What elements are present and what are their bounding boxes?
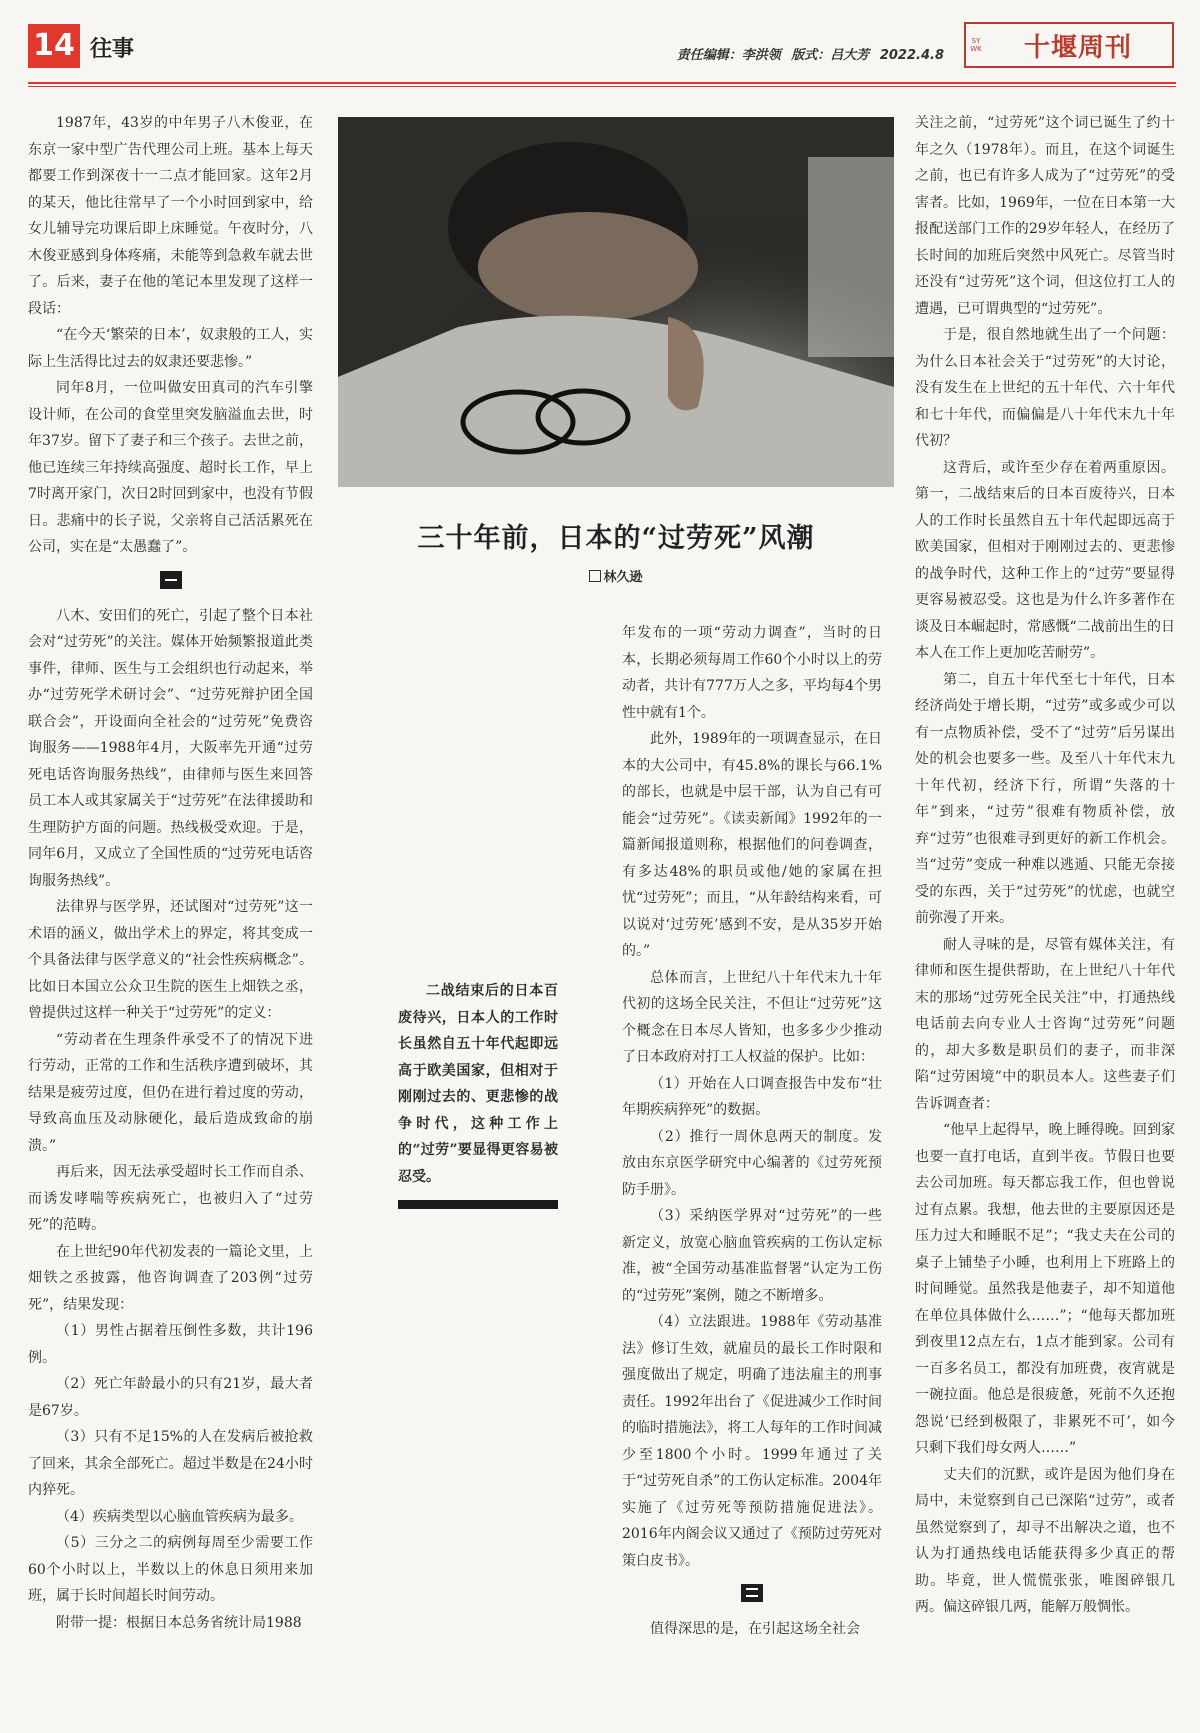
paragraph: 值得深思的是，在引起这场全社会 bbox=[650, 1621, 860, 1637]
article-photo bbox=[338, 117, 894, 487]
paragraph: 年发布的一项“劳动力调查”，当时的日本，长期必须每周工作60个小时以上的劳动者，共计有777万人之多，平均每4个男性中就有1个。 bbox=[622, 625, 882, 721]
column-4 bbox=[915, 110, 1175, 1621]
paragraph: 于是，很自然地就生出了一个问题：为什么日本社会关于“过劳死”的大讨论，没有发生在上世纪的五十年代、六十年代和七十年代，而偏偏是八十年代末九十年代初？ bbox=[915, 327, 1175, 449]
editor-credits bbox=[671, 44, 944, 63]
byline-box bbox=[589, 570, 601, 582]
paragraph: 1987年，43岁的中年男子八木俊亚，在东京一家中型广告代理公司上班。基本上每天都要工作到深夜十一二点才能回家。这年2月的某天，他比往常早了一个小时回到家中，给女儿辅导完功课后即上床睡觉。午夜时分，八木俊亚感到身体疼痛，未能等到急救车就去世了。后来，妻子在他的笔记本里发现了这样一段话： bbox=[28, 115, 313, 317]
section-marker-one bbox=[160, 571, 182, 589]
pull-quote: 二战结束后的日本百废待兴，日本人的工作时长虽然自五十年代起即远高于欧美国家，但相对于刚刚过去的、更悲惨的战争时代，这种工作上的“过劳”要显得更容易被忍受。 bbox=[398, 983, 558, 1185]
paragraph: （3）只有不足15%的人在发病后被抢救了回来，其余全部死亡。超过半数是在24小时内猝死。 bbox=[28, 1429, 313, 1498]
paragraph: 第二，自五十年代至七十年代，日本经济尚处于增长期，“过劳”或多或少可以有一点物质补偿，受不了“过劳”后另谋出处的机会也要多一些。及至八十年代末九十年代初，经济下行，所谓“失落的十年”到来，“过劳”很难有物质补偿，放弃“过劳”也很难寻到更好的新工作机会。当“过劳”变成一种难以逃遁、只能无奈接受的东西，关于“过劳死”的忧虑，也就空前弥漫了开来。 bbox=[915, 671, 1175, 926]
byline bbox=[338, 566, 894, 585]
paragraph: “在今天‘繁荣的日本’，奴隶般的工人，实际上生活得比过去的奴隶还要悲惨。” bbox=[28, 327, 313, 370]
column-1 bbox=[28, 110, 313, 1636]
paragraph: “他早上起得早，晚上睡得晚。回到家也要一直打电话，直到半夜。节假日也要去公司加班。每天都忘我工作，但也曾说过有点累。我想，他去世的主要原因还是压力过大和睡眠不足”；“我丈夫在公司的桌子上铺垫子小睡，也利用上下班路上的时间睡觉。虽然我是他妻子，却不知道他在单位具体做什么……”；“他每天都加班到夜里12点左右，1点才能到家。公司有一百多名员工，都没有加班费，夜宵就是一碗拉面。他总是很疲惫，死前不久还抱怨说‘已经到极限了，非累死不可’，如今只剩下我们母女两人……” bbox=[915, 1122, 1175, 1456]
paragraph: 耐人寻味的是，尽管有媒体关注，有律师和医生提供帮助，在上世纪八十年代末的那场“过劳死全民关注”中，打通热线电话前去向专业人士咨询“过劳死”问题的，却大多数是职员们的妻子，而非深陷“过劳困境”中的职员本人。这些妻子们告诉调查者： bbox=[915, 936, 1175, 1112]
paragraph: 这背后，或许至少存在着两重原因。第一，二战结束后的日本百废待兴，日本人的工作时长虽然自五十年代起即远高于欧美国家，但相对于刚刚过去的、更悲惨的战争时代，这种工作上的“过劳”要显得更容易被忍受。这也是为什么许多著作在谈及日本崛起时，常感慨“二战前出生的日本人在工作上更加吃苦耐劳”。 bbox=[915, 459, 1175, 661]
paragraph: 八木、安田们的死亡，引起了整个日本社会对“过劳死”的关注。媒体开始频繁报道此类事件，律师、医生与工会组织也行动起来，举办“过劳死学术研讨会”、“过劳死辩护团全国联合会”，开设面向全社会的“过劳死”免费咨询服务——1988年4月，大阪率先开通“过劳死电话咨询服务热线”，由律师与医生来回答员工本人或其家属关于“过劳死”在法律援助和生理防护方面的问题。热线极受欢迎。于是，同年6月，又成立了全国性质的“过劳死电话咨询服务热线”。 bbox=[28, 607, 313, 889]
paragraph: 附带一提：根据日本总务省统计局1988 bbox=[56, 1614, 302, 1631]
section-title: 往事 bbox=[90, 37, 135, 62]
paragraph: （2）死亡年龄最小的只有21岁，最大者是67岁。 bbox=[28, 1376, 313, 1419]
paragraph: 再后来，因无法承受超时长工作而自杀、而诱发哮喘等疾病死亡，也被归入了“过劳死”的范畴。 bbox=[28, 1164, 313, 1233]
column-3 bbox=[622, 620, 882, 1643]
masthead-logo bbox=[964, 22, 1174, 68]
paragraph: 关注之前，“过劳死”这个词已诞生了约十年之久（1978年）。而且，在这个词诞生之前，也已有许多人成为了“过劳死”的受害者。比如，1969年，一位在日本第一大报配送部门工作的29岁年轻人，在经历了长时间的加班后突然中风死亡。尽管当时还没有“过劳死”这个词，但这位打工人的遭遇，已可谓典型的“过劳死”。 bbox=[915, 115, 1175, 317]
paragraph: 同年8月，一位叫做安田真司的汽车引擎设计师，在公司的食堂里突发脑溢血去世，时年37岁。留下了妻子和三个孩子。去世之前，他已连续三年持续高强度、超时长工作，早上7时离开家门，次日2时回到家中，也没有节假日。悲痛中的长子说，父亲将自己活活累死在公司，实在是“太愚蠢了”。 bbox=[28, 380, 313, 555]
masthead-small-text: SY WK bbox=[970, 37, 982, 53]
photo-illustration bbox=[338, 117, 894, 487]
paragraph: 在上世纪90年代初发表的一篇论文里，上畑铁之丞披露，他咨询调查了203例“过劳死”，结果发现： bbox=[28, 1243, 313, 1313]
issue-date: 2022.4.8 bbox=[879, 48, 944, 63]
paragraph: 总体而言，上世纪八十年代末九十年代初的这场全民关注，不但让“过劳死”这个概念在日本尽人皆知，也多多少少推动了日本政府对打工人权益的保护。比如： bbox=[622, 969, 882, 1065]
paragraph: （1）开始在人口调查报告中发布“壮年期疾病猝死”的数据。 bbox=[622, 1075, 882, 1118]
header-rule bbox=[28, 82, 1176, 84]
paragraph: 丈夫们的沉默，或许是因为他们身在局中，未觉察到自己已深陷“过劳”，或者虽然觉察到了，却寻不出解决之道，也不认为打通热线电话能获得多少真正的帮助。毕竟，世人慌慌张张，唯图碎银几两。偏这碎银几两，能解万般惆怅。 bbox=[915, 1466, 1175, 1615]
paragraph: （1）男性占据着压倒性多数，共计196例。 bbox=[28, 1323, 313, 1366]
paragraph: 此外，1989年的一项调查显示，在日本的大公司中，有45.8%的课长与66.1%的部长，也就是中层干部，认为自己有可能会“过劳死”。《读卖新闻》1992年的一篇新闻报道则称，根据他们的问卷调查，有多达48%的职员或他/她的家属在担忧“过劳死”；而且，“从年龄结构来看，可以说对‘过劳死’感到不安，是从35岁开始的。” bbox=[622, 731, 882, 959]
layout-credit: 版式：吕大芳 bbox=[791, 48, 870, 63]
paragraph: “劳动者在生理条件承受不了的情况下进行劳动，正常的工作和生活秩序遭到破坏，其结果是疲劳过度，但仍在进行着过度的劳动，导致高血压及动脉硬化，最后造成致命的崩溃。” bbox=[28, 1031, 313, 1154]
masthead-title: 十堰周刊 bbox=[1023, 32, 1132, 63]
section-marker-two bbox=[741, 1584, 763, 1602]
author-name: 林久逊 bbox=[603, 570, 643, 585]
page-number: 14 bbox=[28, 24, 80, 68]
paragraph: 法律界与医学界，还试图对“过劳死”这一术语的涵义，做出学术上的界定，将其变成一个具备法律与医学意义的“社会性疾病概念”。比如日本国立公众卫生院的医生上畑铁之丞，曾提供过这样一种关于“过劳死”的定义： bbox=[28, 899, 313, 1021]
paragraph: （2）推行一周休息两天的制度。发放由东京医学研究中心编著的《过劳死预防手册》。 bbox=[622, 1128, 882, 1198]
paragraph: （3）采纳医学界对“过劳死”的一些新定义，放宽心脑血管疾病的工伤认定标准，被“全国劳动基准监督署”认定为工伤的“过劳死”案例，随之不断增多。 bbox=[622, 1208, 882, 1304]
pull-quote-bar bbox=[398, 1200, 558, 1209]
article-title: 三十年前，日本的“过劳死”风潮 bbox=[417, 523, 815, 554]
paragraph: （4）立法跟进。1988年《劳动基准法》修订生效，就雇员的最长工作时限和强度做出了规定，明确了违法雇主的刑事责任。1992年出台了《促进减少工作时间的临时措施法》，将工人每年的工作时间减少至1800个小时。1999年通过了关于“过劳死自杀”的工伤认定标准。2004年实施了《过劳死等预防措施促进法》。2016年内阁会议又通过了《预防过劳死对策白皮书》。 bbox=[622, 1314, 882, 1569]
paragraph: （5）三分之二的病例每周至少需要工作60个小时以上，半数以上的休息日须用来加班，属于长时间超长时间劳动。 bbox=[28, 1535, 313, 1604]
editor-credit: 责任编辑：李洪领 bbox=[676, 48, 781, 63]
paragraph: （4）疾病类型以心脑血管疾病为最多。 bbox=[56, 1508, 303, 1525]
header-rule-thin bbox=[28, 86, 1176, 87]
page-header bbox=[28, 22, 1176, 76]
